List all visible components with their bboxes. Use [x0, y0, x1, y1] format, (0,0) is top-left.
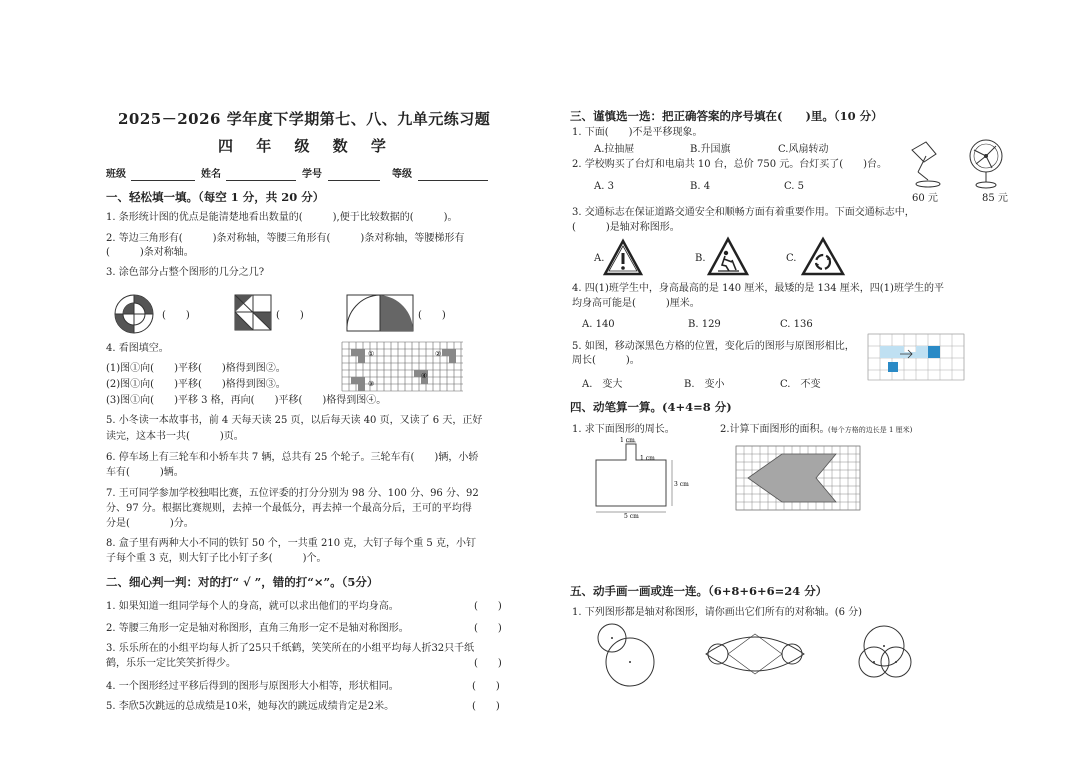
s1-question-3: 3. 涂色部分占整个图形的几分之几?: [106, 267, 265, 278]
fan-price: 85 元: [982, 193, 1008, 204]
s3-q2-option-b: B. 4: [690, 181, 711, 192]
name-blank[interactable]: [226, 180, 296, 181]
s1-question-7-line-3: 分是( )分。: [106, 518, 194, 529]
s2-answer-2[interactable]: ( ): [474, 623, 502, 634]
s1-question-5-line-1: 5. 小冬读一本故事书，前 4 天每天读 25 页，以后每天读 40 页，又读了 6 天，正好: [106, 415, 483, 426]
grid-label-2: ②: [435, 350, 442, 358]
s1-question-5-line-2: 读完，这本书一共( )页。: [106, 431, 244, 442]
grid-label-1: ①: [368, 350, 375, 358]
name-label: 姓名: [201, 169, 221, 180]
s3-q4-option-a: A. 140: [582, 319, 615, 330]
s2-question-5: 5. 李欣5次跳远的总成绩是10米，她每次的跳远成绩肯定是2米。: [106, 701, 395, 712]
symmetry-two-circles-figure: [596, 620, 666, 692]
section-1-heading: 一、轻松填一填。（每空 1 分，共 20 分）: [106, 190, 325, 204]
s1-question-4-part-1: (1)图①向( )平移( )格得到图②。: [106, 363, 286, 374]
s3-q3-option-c: C.: [786, 253, 797, 264]
s3-question-3-line-1: 3. 交通标志在保证道路交通安全和顺畅方面有着重要作用。下面交通标志中，: [572, 207, 915, 218]
grade-blank[interactable]: [418, 180, 488, 181]
section-4-heading: 四、动笔算一算。(4+4=8 分): [570, 400, 732, 414]
s1-question-1: 1. 条形统计图的优点是能清楚地看出数量的( ),便于比较数据的( )。: [106, 212, 458, 223]
section-3-heading: 三、谨慎选一选：把正确答案的序号填在( )里。（10 分）: [570, 109, 883, 123]
s3-q5-option-c: C. 不变: [780, 379, 821, 390]
shaded-circle-figure: [113, 294, 157, 334]
s3-question-4-line-2: 均身高可能是( )厘米。: [572, 298, 700, 309]
s5-question-1: 1. 下列图形都是轴对称图形，请你画出它们所有的对称轴。(6 分): [572, 607, 863, 618]
s3-q1-option-a: A.拉抽屉: [594, 144, 635, 155]
s3-q2-option-a: A. 3: [594, 181, 614, 192]
shaded-semicircle-figure: [346, 294, 416, 334]
s1-question-2-line-1: 2. 等边三角形有( )条对称轴，等腰三角形有( )条对称轴，等腰梯形有: [106, 233, 465, 244]
warning-sign-roadwork-icon: [708, 238, 748, 276]
q3-answer-blank-3[interactable]: ( ): [418, 310, 446, 321]
s3-question-4-line-1: 4. 四(1)班学生中，身高最高的是 140 厘米，最矮的是 134 厘米，四(1)班学生的平: [572, 283, 944, 294]
s2-answer-4[interactable]: ( ): [472, 681, 500, 692]
desk-lamp-icon: [906, 140, 948, 188]
warning-sign-exclamation-icon: [604, 240, 642, 276]
dim-base-width: 5 cm: [624, 513, 639, 520]
s3-q1-option-c: C.风扇转动: [778, 144, 829, 155]
grade-label: 等级: [392, 169, 412, 180]
s3-question-1: 1. 下面( )不是平移现象。: [572, 127, 703, 138]
dim-height: 3 cm: [674, 481, 689, 488]
s4-question-2-note: (每个方格的边长是 1 厘米): [828, 426, 913, 434]
s1-question-7-line-1: 7. 王可同学参加学校独唱比赛，五位评委的打分分别为 98 分、100 分、96 分、92: [106, 488, 479, 499]
section-5-heading: 五、动手画一画或连一连。（6+8+6+6=24 分）: [570, 584, 828, 598]
translation-grid: [342, 342, 466, 392]
s1-question-7-line-2: 分、97 分。根据比赛规则，去掉一个最低分，再去掉一个最高分后，王可的平均得: [106, 503, 472, 514]
s3-question-5-line-2: 周长( )。: [572, 355, 640, 366]
s1-question-6-line-2: 车有( )辆。: [106, 467, 184, 478]
student-id-blank[interactable]: [328, 180, 380, 181]
perimeter-grid-figure: [868, 334, 966, 382]
class-label: 班级: [106, 169, 126, 180]
s1-question-6-line-1: 6. 停车场上有三轮车和小轿车共 7 辆，总共有 25 个轮子。三轮车有( )辆，小轿: [106, 452, 479, 463]
s1-question-4-part-3: (3)图①向( )平移 3 格，再向( )平移( )格得到图④。: [106, 395, 387, 406]
q3-answer-blank-1[interactable]: ( ): [162, 310, 190, 321]
s2-question-3-line-2: 鹤，乐乐一定比笑笑折得少。: [106, 658, 236, 669]
s2-answer-1[interactable]: ( ): [474, 601, 502, 612]
grid-label-4: ④: [421, 372, 428, 380]
page-title: 2025－2026 学年度下学期第七、八、九单元练习题: [118, 110, 491, 128]
s3-q4-option-b: B. 129: [688, 319, 721, 330]
s3-q3-option-a: A.: [594, 253, 605, 264]
grid-label-3: ③: [368, 380, 375, 388]
s3-q3-option-b: B.: [695, 253, 706, 264]
s2-question-1: 1. 如果知道一组同学每个人的身高，就可以求出他们的平均身高。: [106, 601, 399, 612]
warning-sign-roundabout-icon: [802, 238, 844, 276]
page-subtitle: 四 年 级 数 学: [218, 137, 395, 155]
student-id-label: 学号: [302, 169, 322, 180]
s2-question-3-line-1: 3. 乐乐所在的小组平均每人折了25只千纸鹤，笑笑所在的小组平均每人折32只千纸: [106, 643, 475, 654]
s3-q5-option-b: B. 变小: [684, 379, 725, 390]
s3-question-3-line-2: ( )是轴对称图形。: [572, 222, 680, 233]
section-2-heading: 二、细心判一判：对的打“ √ ”，错的打“×”。（5分）: [106, 575, 379, 589]
s2-question-2: 2. 等腰三角形一定是轴对称图形，直角三角形一定不是轴对称图形。: [106, 623, 409, 634]
s2-answer-5[interactable]: ( ): [472, 701, 500, 712]
dim-notch-height: 1 cm: [640, 455, 655, 462]
s1-question-2-line-2: ( )条对称轴。: [106, 247, 194, 258]
electric-fan-icon: [966, 138, 1008, 190]
s1-question-8-line-1: 8. 盒子里有两种大小不同的铁钉 50 个，一共重 210 克，大钉子每个重 5 克，小钉: [106, 538, 476, 549]
perimeter-shape-figure: [590, 438, 700, 520]
class-blank[interactable]: [131, 180, 195, 181]
s3-q2-option-c: C. 5: [784, 181, 805, 192]
symmetry-eye-shape-figure: [700, 626, 812, 682]
symmetry-three-circles-figure: [858, 622, 922, 688]
area-grid-figure: [736, 446, 862, 512]
s2-answer-3[interactable]: ( ): [474, 658, 502, 669]
s4-question-2: 2.计算下面图形的面积。: [720, 424, 830, 435]
s3-q5-option-a: A. 变大: [582, 379, 623, 390]
s3-q4-option-c: C. 136: [780, 319, 813, 330]
s4-question-1: 1. 求下面图形的周长。: [572, 424, 675, 435]
s1-question-4-part-2: (2)图①向( )平移( )格得到图③。: [106, 379, 286, 390]
s1-question-8-line-2: 子每个重 3 克，则大钉子比小钉子多( )个。: [106, 553, 327, 564]
s1-question-4: 4. 看图填空。: [106, 343, 169, 354]
s3-question-2: 2. 学校购买了台灯和电扇共 10 台，总价 750 元。台灯买了( )台。: [572, 159, 888, 170]
s3-q1-option-b: B.升国旗: [690, 144, 731, 155]
dim-top-width: 1 cm: [620, 437, 635, 444]
s3-question-5-line-1: 5. 如图，移动深黑色方格的位置，变化后的图形与原图形相比，: [572, 341, 855, 352]
lamp-price: 60 元: [912, 193, 938, 204]
q3-answer-blank-2[interactable]: ( ): [276, 310, 304, 321]
shaded-square-figure: [234, 294, 274, 332]
s2-question-4: 4. 一个图形经过平移后得到的图形与原图形大小相等，形状相同。: [106, 681, 399, 692]
